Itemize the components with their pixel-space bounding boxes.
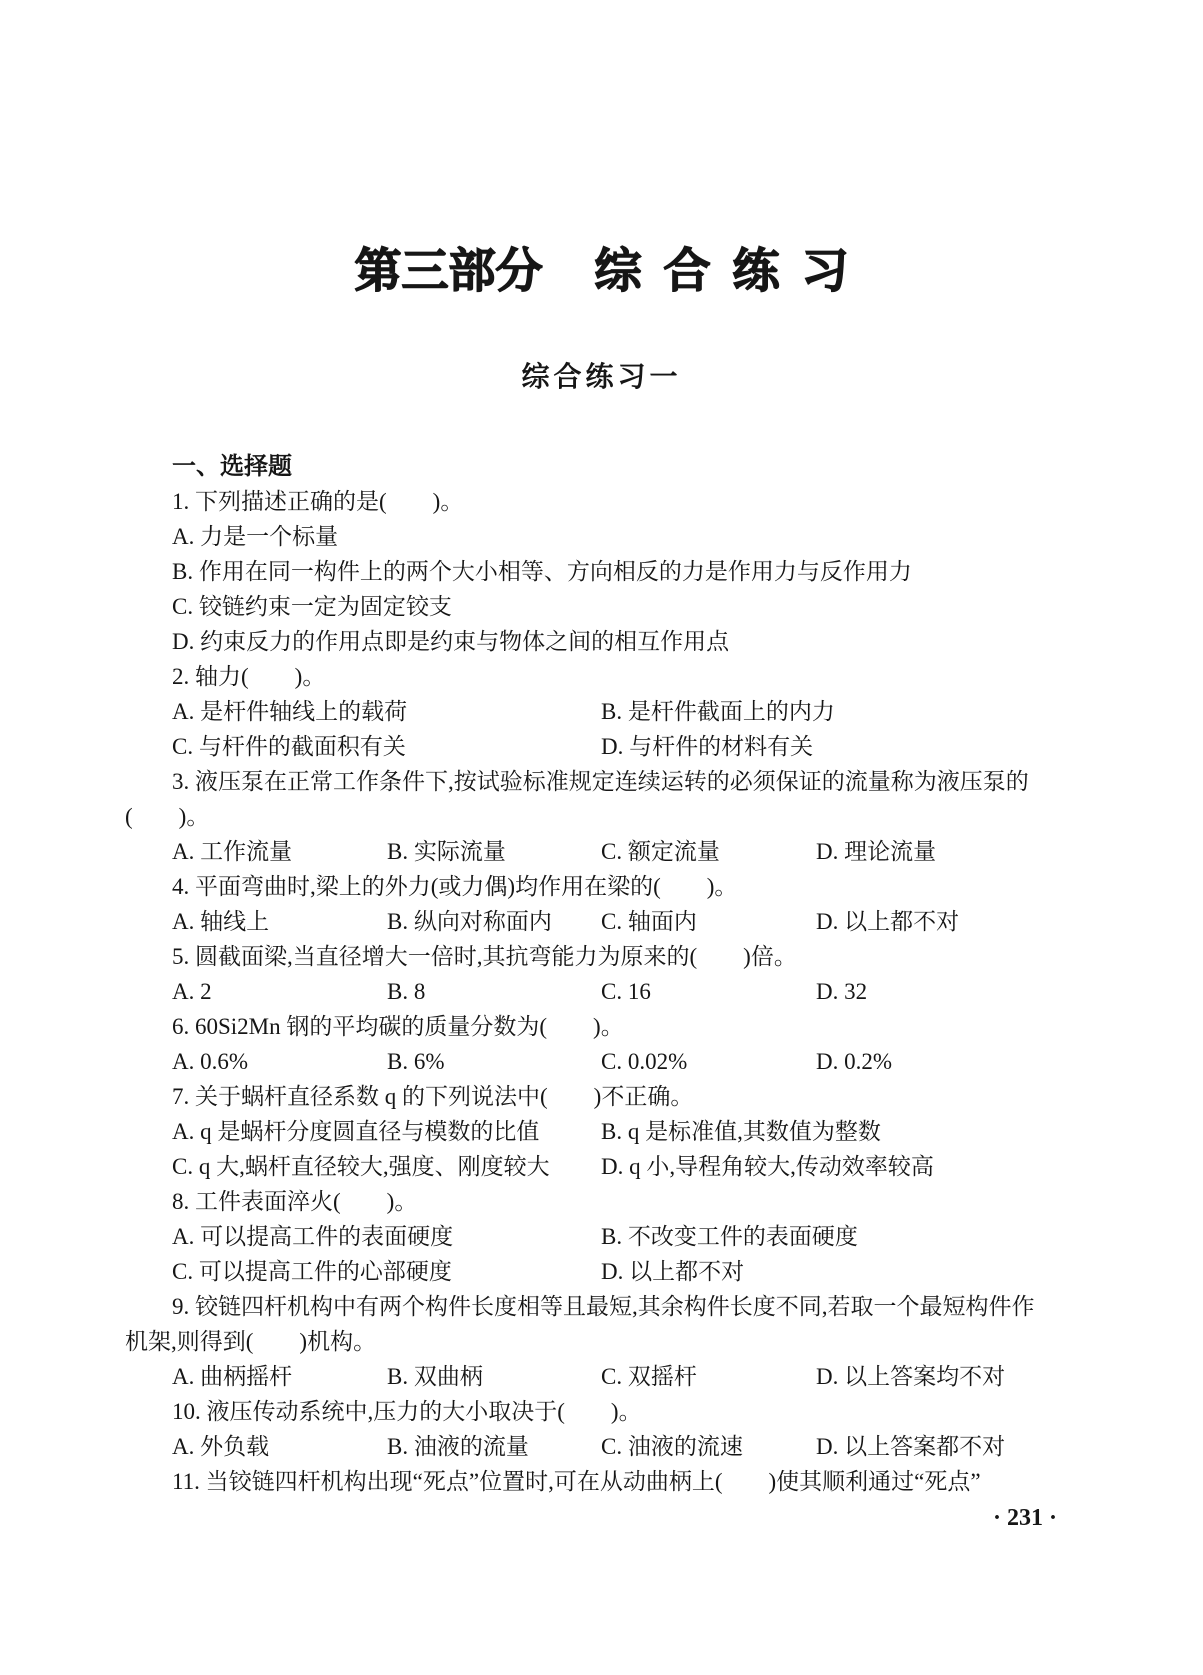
question-7-option-d: D. q 小,导程角较大,传动效率较高: [601, 1154, 934, 1179]
question-4-option-c: C. 轴面内: [601, 909, 697, 934]
question-list: [0, 449, 1203, 1499]
question-6-options-row: [125, 1044, 1163, 1079]
question-4-stem: 4. 平面弯曲时,梁上的外力(或力偶)均作用在梁的( )。: [172, 874, 738, 899]
doc-title-part-left: 第三部分: [354, 244, 543, 297]
question-3-option-d: D. 理论流量: [816, 839, 937, 864]
question-9-option-c: C. 双摇杆: [601, 1364, 697, 1389]
question-8-option-a: A. 可以提高工件的表面硬度: [172, 1224, 454, 1249]
question-9-options-row: [125, 1359, 1163, 1394]
question-4-option-b: B. 纵向对称面内: [387, 909, 552, 934]
subtitle: 综合练习一: [521, 361, 682, 392]
question-4-options-row: [125, 904, 1163, 939]
question-10-options-row: [125, 1429, 1163, 1464]
question-5-option-d: D. 32: [816, 979, 868, 1004]
question-10-option-c: C. 油液的流速: [601, 1434, 743, 1459]
question-6-option-d: D. 0.2%: [816, 1049, 893, 1074]
question-2-options-row-2: [125, 729, 1163, 764]
question-6-option-a: A. 0.6%: [172, 1049, 249, 1074]
question-10-option-b: B. 油液的流量: [387, 1434, 529, 1459]
question-8-option-c: C. 可以提高工件的心部硬度: [172, 1259, 452, 1284]
question-9-stem-continuation: 机架,则得到( )机构。: [125, 1329, 377, 1354]
question-3-option-c: C. 额定流量: [601, 839, 720, 864]
question-5-option-c: C. 16: [601, 979, 651, 1004]
question-5-options-row: [125, 974, 1163, 1009]
question-7-option-a: A. q 是蜗杆分度圆直径与模数的比值: [172, 1119, 540, 1144]
question-1-option-a: A. 力是一个标量: [172, 524, 339, 549]
question-8-options-row-1: [125, 1219, 1163, 1254]
question-4-option-d: D. 以上都不对: [816, 909, 960, 934]
question-2-option-b: B. 是杆件截面上的内力: [601, 699, 835, 724]
question-10-option-d: D. 以上答案都不对: [816, 1434, 1006, 1459]
question-10-option-a: A. 外负载: [172, 1434, 270, 1459]
question-1-option-b: B. 作用在同一构件上的两个大小相等、方向相反的力是作用力与反作用力: [172, 559, 912, 584]
section-header: 一、选择题: [172, 453, 292, 480]
question-2-options-row-1: [125, 694, 1163, 729]
question-3-option-b: B. 实际流量: [387, 839, 506, 864]
question-6-stem: 6. 60Si2Mn 钢的平均碳的质量分数为( )。: [172, 1014, 624, 1039]
question-9-option-d: D. 以上答案均不对: [816, 1364, 1006, 1389]
question-2-option-a: A. 是杆件轴线上的载荷: [172, 699, 408, 724]
question-4-option-a: A. 轴线上: [172, 909, 270, 934]
question-8-option-b: B. 不改变工件的表面硬度: [601, 1224, 858, 1249]
question-3-option-a: A. 工作流量: [172, 839, 293, 864]
question-7-options-row-1: [125, 1114, 1163, 1149]
question-1-stem: 1. 下列描述正确的是( )。: [172, 489, 464, 514]
question-1-option-c: C. 铰链约束一定为固定铰支: [172, 594, 452, 619]
question-7-stem: 7. 关于蜗杆直径系数 q 的下列说法中( )不正确。: [172, 1084, 694, 1109]
question-6-option-b: B. 6%: [387, 1049, 445, 1074]
question-7-option-c: C. q 大,蜗杆直径较大,强度、刚度较大: [172, 1154, 550, 1179]
question-5-stem: 5. 圆截面梁,当直径增大一倍时,其抗弯能力为原来的( )倍。: [172, 944, 797, 969]
question-2-stem: 2. 轴力( )。: [172, 664, 326, 689]
question-7-option-b: B. q 是标准值,其数值为整数: [601, 1119, 881, 1144]
page-number: · 231 ·: [992, 1505, 1057, 1531]
question-5-option-b: B. 8: [387, 979, 426, 1004]
question-2-option-d: D. 与杆件的材料有关: [601, 734, 814, 759]
question-2-option-c: C. 与杆件的截面积有关: [172, 734, 406, 759]
question-8-options-row-2: [125, 1254, 1163, 1289]
question-8-stem: 8. 工件表面淬火( )。: [172, 1189, 418, 1214]
question-3-options-row: [125, 834, 1163, 869]
question-3-stem-continuation: ( )。: [125, 804, 210, 829]
question-1-option-d: D. 约束反力的作用点即是约束与物体之间的相互作用点: [172, 629, 730, 654]
question-5-option-a: A. 2: [172, 979, 212, 1004]
doc-title-part-right: 综合练习: [594, 244, 871, 297]
doc-title: [0, 0, 1203, 297]
question-10-stem: 10. 液压传动系统中,压力的大小取决于( )。: [172, 1399, 642, 1424]
question-11-stem: 11. 当铰链四杆机构出现“死点”位置时,可在从动曲柄上( )使其顺利通过“死点”: [172, 1469, 981, 1494]
question-7-options-row-2: [125, 1149, 1163, 1184]
question-9-option-a: A. 曲柄摇杆: [172, 1364, 293, 1389]
question-8-option-d: D. 以上都不对: [601, 1259, 745, 1284]
question-6-option-c: C. 0.02%: [601, 1049, 688, 1074]
question-9-option-b: B. 双曲柄: [387, 1364, 483, 1389]
question-3-stem: 3. 液压泵在正常工作条件下,按试验标准规定连续运转的必须保证的流量称为液压泵的: [172, 769, 1029, 794]
question-9-stem: 9. 铰链四杆机构中有两个构件长度相等且最短,其余构件长度不同,若取一个最短构件作: [172, 1294, 1035, 1319]
